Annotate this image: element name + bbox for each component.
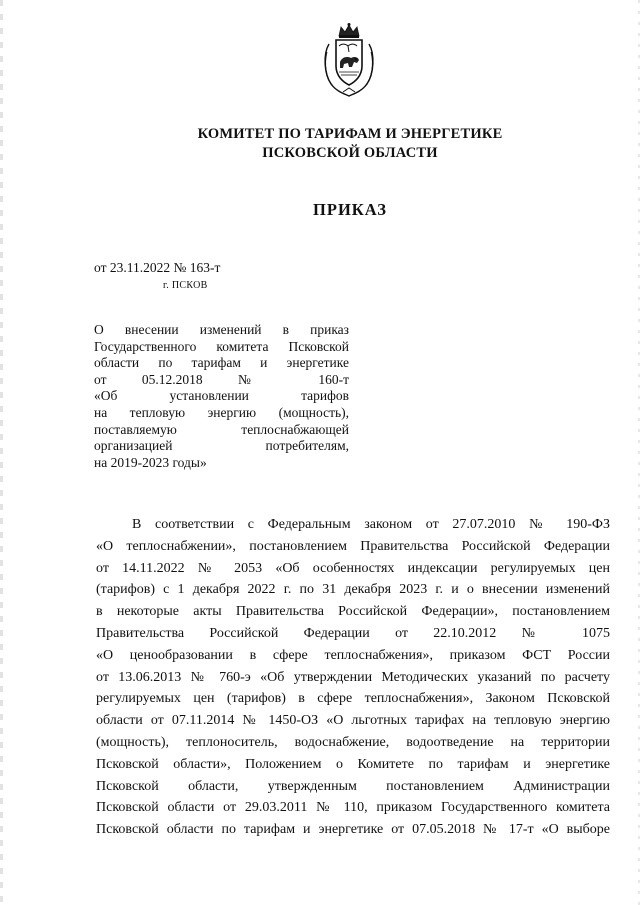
subject-line: Государственного комитета Псковской xyxy=(94,338,349,354)
body-line: области от 07.11.2014 № 1450-ОЗ «О льготных тарифах на тепловую энергию xyxy=(96,713,610,729)
document-type-title: ПРИКАЗ xyxy=(313,200,387,219)
order-subject xyxy=(94,322,349,471)
body-line: Псковской области по тарифам и энергетике от 07.05.2018 № 17-т «О выборе xyxy=(96,822,610,838)
body-line: от 14.11.2022 № 2053 «Об особенностях индексации регулируемых цен xyxy=(96,560,610,576)
subject-line: «Об установлении тарифов xyxy=(94,388,349,404)
subject-line: поставляемую теплоснабжающей xyxy=(94,421,349,437)
body-line: Правительства Российской Федерации от 22.10.2012 № 1075 xyxy=(96,625,610,641)
subject-line: области по тарифам и энергетике xyxy=(94,355,349,371)
order-place: г. ПСКОВ xyxy=(163,280,208,291)
body-line: (мощность), теплоноситель, водоснабжение, водоотведение на территории xyxy=(96,734,610,750)
subject-line: организацией потребителям, xyxy=(94,438,349,454)
order-date-number: от 23.11.2022 № 163-т xyxy=(94,260,221,275)
body-line: регулируемых цен (тарифов) в сфере теплоснабжения», Законом Псковской xyxy=(96,691,610,707)
subject-line: на тепловую энергию (мощность), xyxy=(94,404,349,420)
organization-name-line-2: ПСКОВСКОЙ ОБЛАСТИ xyxy=(262,145,438,161)
subject-line: на 2019-2023 годы» xyxy=(94,454,207,470)
body-line: В соответствии с Федеральным законом от 27.07.2010 № 190-ФЗ xyxy=(132,517,610,532)
organization-name-line-1: КОМИТЕТ ПО ТАРИФАМ И ЭНЕРГЕТИКЕ xyxy=(197,126,503,142)
order-body-paragraph xyxy=(96,514,610,841)
body-line: Псковской области», Положением о Комитете по тарифам и энергетике xyxy=(96,756,610,772)
subject-line: О внесении изменений в приказ xyxy=(94,322,349,337)
body-line: в некоторые акты Правительства Российской Федерации», постановлением xyxy=(96,604,610,620)
body-line: Псковской области от 29.03.2011 № 110, приказом Государственного комитета xyxy=(96,800,610,816)
body-line: (тарифов) с 1 декабря 2022 г. по 31 декабря 2023 г. и о внесении изменений xyxy=(96,582,610,598)
coat-of-arms-icon xyxy=(321,22,377,98)
body-line: «О теплоснабжении», постановлением Правительства Российской Федерации xyxy=(96,538,610,554)
body-line: от 13.06.2013 № 760-э «Об утверждении Методических указаний по расчету xyxy=(96,669,610,685)
body-line: «О ценообразовании в сфере теплоснабжения», приказом ФСТ России xyxy=(96,647,610,663)
subject-line: от 05.12.2018 № 160-т xyxy=(94,371,349,387)
body-line: Псковской области, утвержденным постановлением Администрации xyxy=(96,778,610,794)
scan-edge-left xyxy=(0,0,3,905)
